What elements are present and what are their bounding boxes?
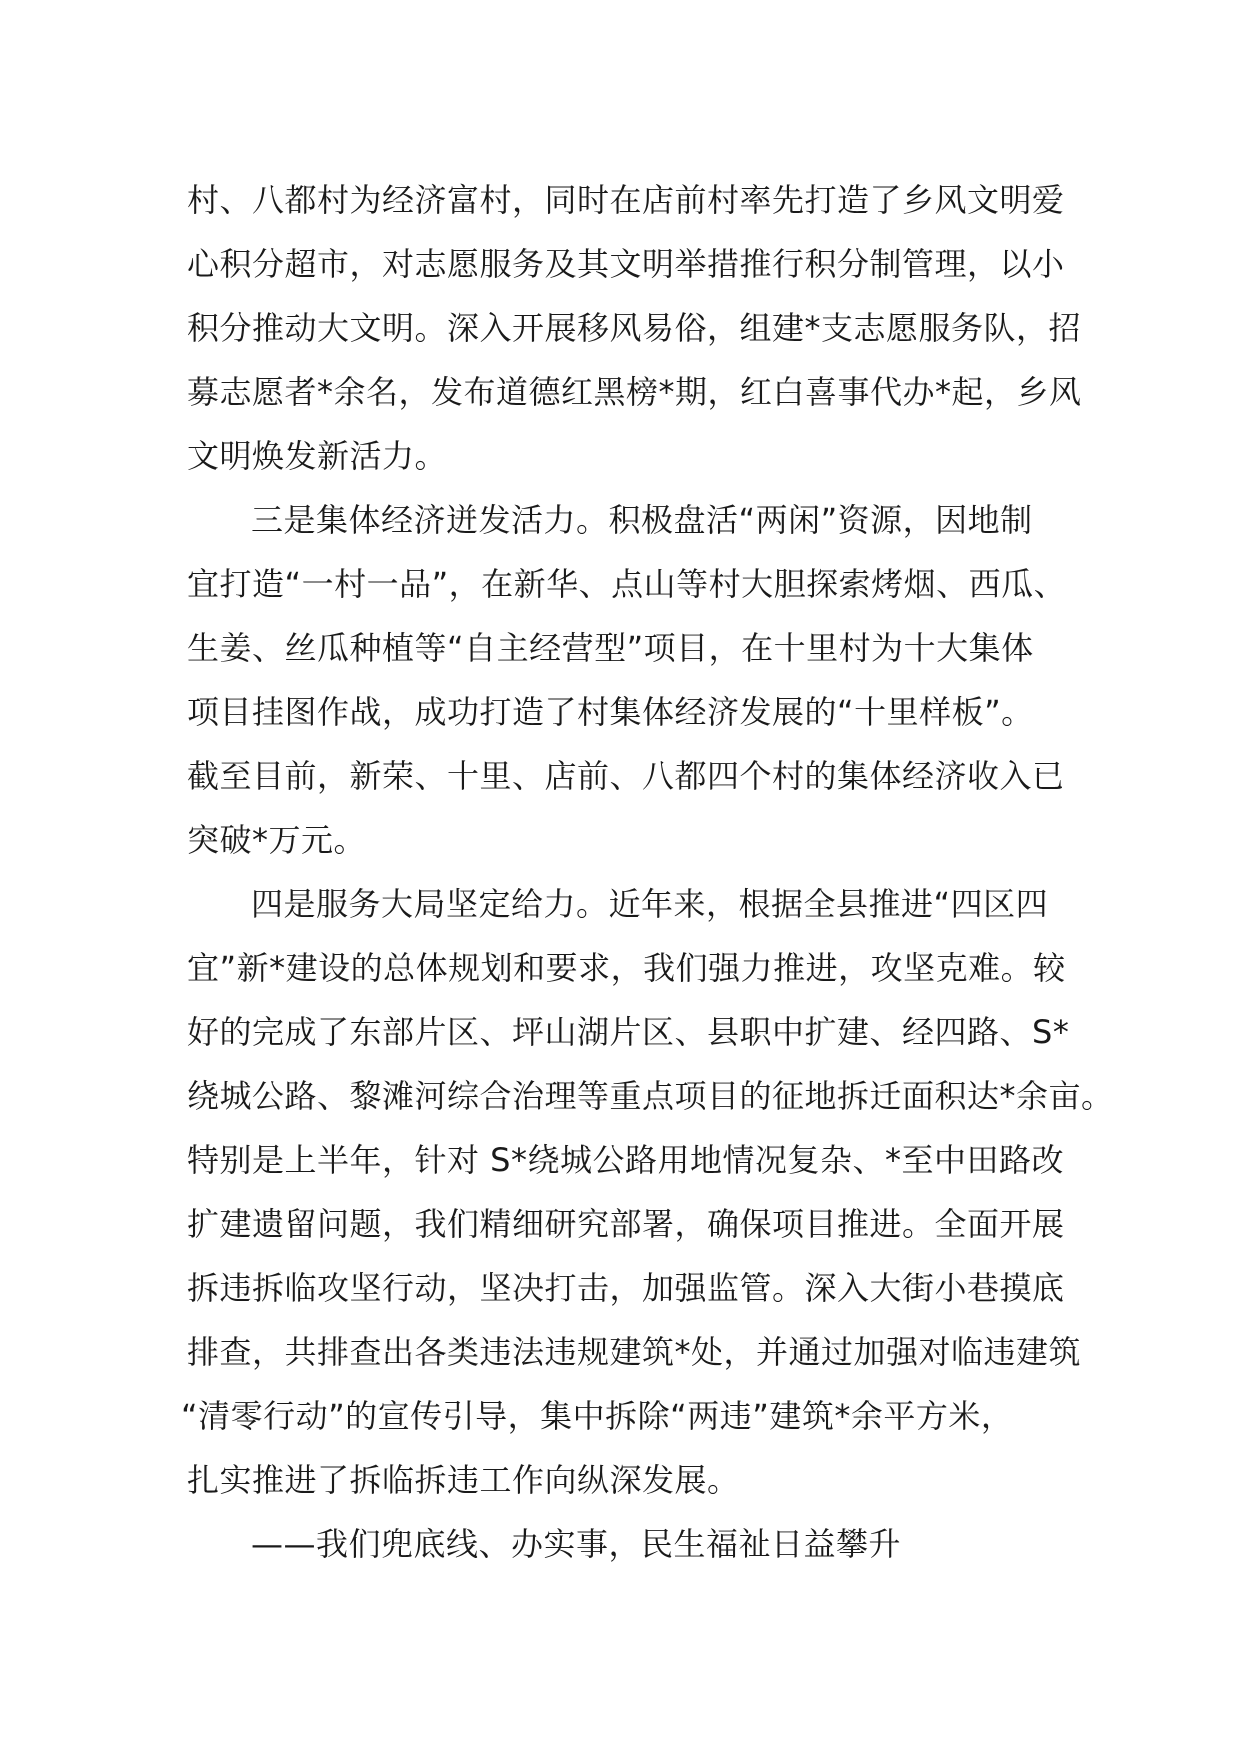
paragraph-heading-line: 四是服务大局坚定给力。近年来，根据全县推进“四区四 (251, 885, 1049, 923)
text-line: 募志愿者*余名，发布道德红黑榜*期，红白喜事代办*起，乡风 (187, 373, 1082, 411)
text-line: 突破*万元。 (187, 821, 367, 859)
text-line: 扩建遗留问题，我们精细研究部署，确保项目推进。全面开展 (187, 1205, 1065, 1243)
text-line: 排查，共排查出各类违法违规建筑*处，并通过加强对临违建筑 (187, 1333, 1082, 1371)
text-line: 绕城公路、黎滩河综合治理等重点项目的征地拆迁面积达*余亩。 (187, 1077, 1114, 1115)
text-line: 村、八都村为经济富村，同时在店前村率先打造了乡风文明爱 (187, 181, 1065, 219)
text-line: 扎实推进了拆临拆违工作向纵深发展。 (187, 1461, 740, 1499)
text-line: 宜打造“一村一品”，在新华、点山等村大胆探索烤烟、西瓜、 (187, 565, 1067, 603)
section-heading-line: ——我们兜底线、办实事，民生福祉日益攀升 (251, 1525, 902, 1563)
text-line: 好的完成了东部片区、坪山湖片区、县职中扩建、经四路、S* (187, 1013, 1070, 1051)
text-line: “清零行动”的宣传引导，集中拆除“两违”建筑*余平方米， (181, 1397, 1014, 1435)
document-body (181, 168, 1114, 1576)
text-line: 截至目前，新荣、十里、店前、八都四个村的集体经济收入已 (187, 757, 1065, 795)
text-line: 心积分超市，对志愿服务及其文明举措推行积分制管理，以小 (187, 245, 1065, 283)
text-line: 宜”新*建设的总体规划和要求，我们强力推进，攻坚克难。较 (187, 949, 1066, 987)
text-line: 拆违拆临攻坚行动，坚决打击，加强监管。深入大街小巷摸底 (187, 1269, 1065, 1307)
text-line: 文明焕发新活力。 (187, 437, 448, 475)
text-line: 特别是上半年，针对 S*绕城公路用地情况复杂、*至中田路改 (187, 1141, 1064, 1179)
text-line: 生姜、丝瓜种植等“自主经营型”项目，在十里村为十大集体 (187, 629, 1034, 667)
text-line: 项目挂图作战，成功打造了村集体经济发展的“十里样板”。 (187, 693, 1034, 731)
paragraph-heading-line: 三是集体经济迸发活力。积极盘活“两闲”资源，因地制 (251, 501, 1033, 539)
text-line: 积分推动大文明。深入开展移风易俗，组建*支志愿服务队，招 (187, 309, 1082, 347)
